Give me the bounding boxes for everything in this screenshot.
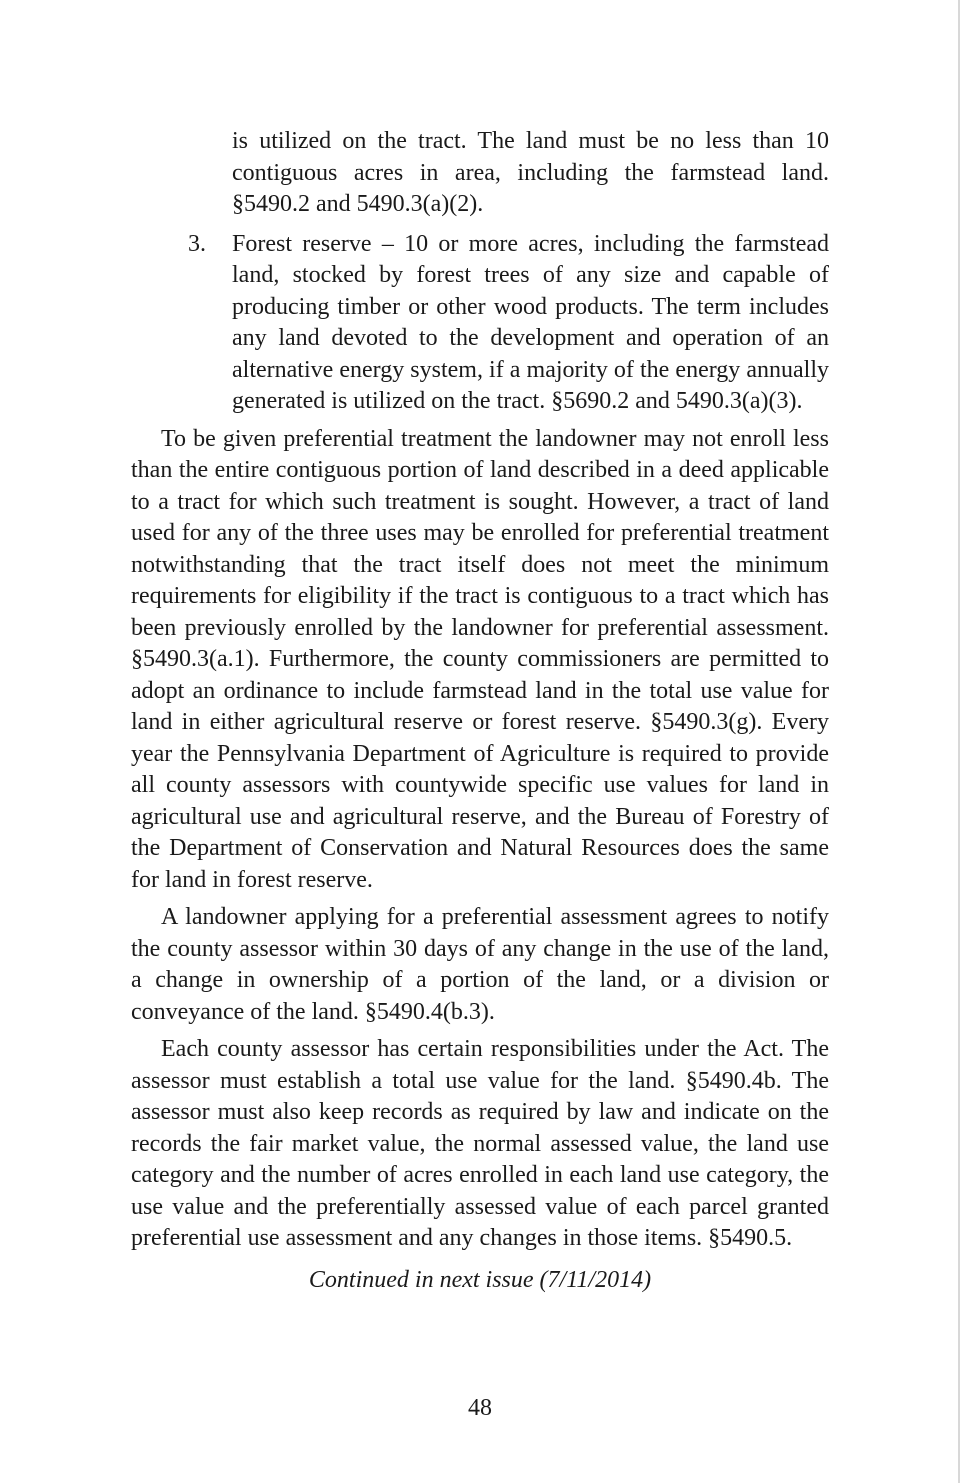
list-item-text: Forest reserve – 10 or more acres, including the farmstead land, stocked by forest trees of any size and capable of producing timber or other wood products. The term includes any land devoted to the development and operation of an alternative energy system, if a majority of the energy annually generated is utilized on the tract. §5690.2 and 5490.3(a)(3).: [232, 230, 829, 414]
list-item-continuation: is utilized on the tract. The land must be no less than 10 contiguous acres in area, including the farmstead land. §5490.2 and 5490.3(a)(2).: [232, 128, 829, 217]
paragraph-assessor-responsibilities: Each county assessor has certain responsibilities under the Act. The assessor must establish a total use value for the land. §5490.4b. The assessor must also keep records as required by law and indicate on the records the fair market value, the normal assessed value, the land use category and the number of acres enrolled in each land use category, the use value and the preferentially assessed value of each parcel granted preferential use assessment and any changes in those items. §5490.5.: [131, 1036, 829, 1251]
paragraph-preferential-treatment: To be given preferential treatment the landowner may not enroll less than the entire contiguous portion of land described in a deed applicable to a tract for which such treatment is sought. However, a tract of land used for any of the three uses may be enrolled for preferential treatment notwithstanding that the tract itself does not meet the minimum requirements for eligibility if the tract is contiguous to a tract which has been previously enrolled by the landowner for preferential assessment. §5490.3(a.1). Furthermore, the county commissioners are permitted to adopt an ordinance to include farmstead land in the total use value for land in either agricultural reserve or forest reserve. §5490.3(g). Every year the Pennsylvania Department of Agriculture is required to provide all county assessors with countywide specific use values for land in agricultural use and agricultural reserve, and the Bureau of Forestry of the Department of Conservation and Natural Resources does the same for land in forest reserve.: [131, 425, 829, 893]
list-item-forest-reserve: [188, 229, 829, 418]
continued-note: Continued in next issue (7/11/2014): [308, 1266, 652, 1293]
paragraph-landowner-notification: A landowner applying for a preferential assessment agrees to notify the county assessor within 30 days of any change in the use of the land, a change in ownership of a portion of the land, or a division or conveyance of the land. §5490.4(b.3).: [131, 904, 829, 1025]
list-item-number: 3.: [188, 230, 206, 257]
page-content: [131, 126, 829, 1296]
page-number: 48: [468, 1395, 492, 1421]
